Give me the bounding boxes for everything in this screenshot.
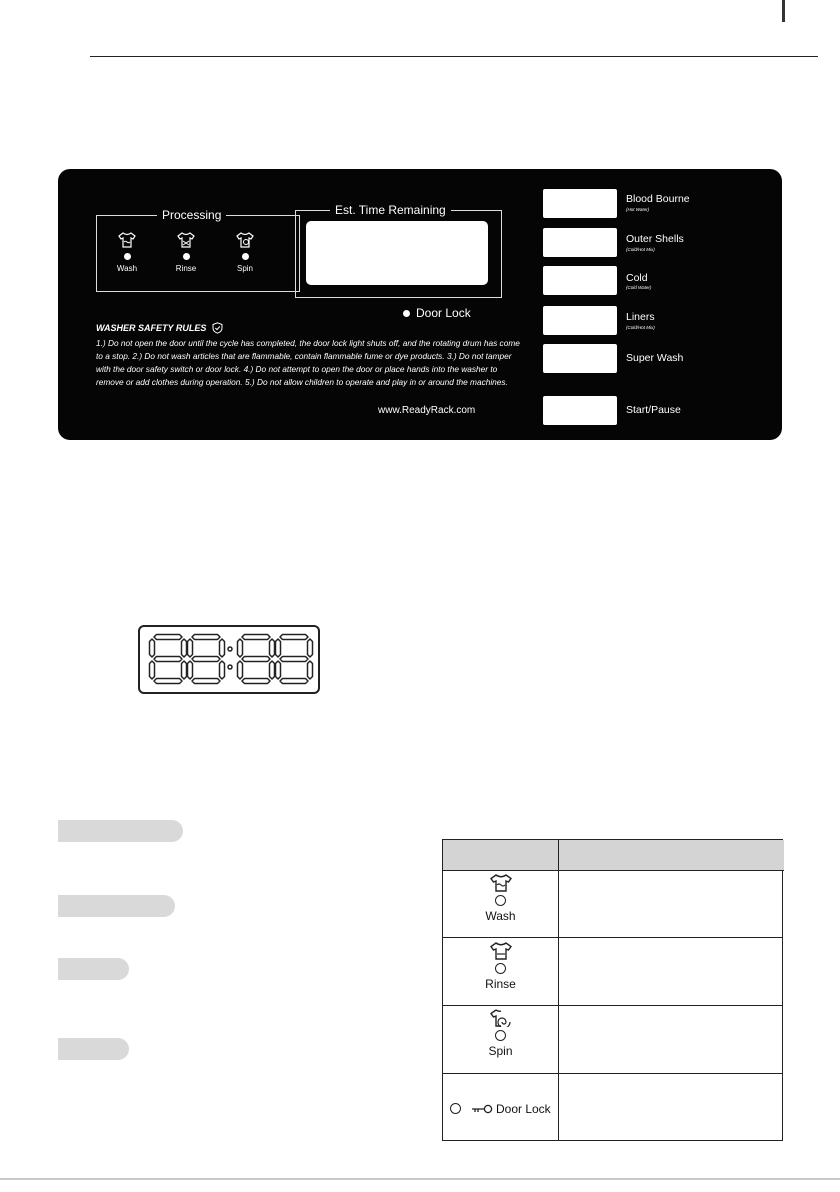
section-heading-bar <box>58 958 129 980</box>
shirt-wash-icon <box>118 232 136 248</box>
safety-rules-title-text: WASHER SAFETY RULES <box>96 323 207 333</box>
table-header-row <box>443 840 784 871</box>
processing-label: Rinse <box>175 264 197 273</box>
table-row-door-lock <box>443 1102 558 1116</box>
header-rule <box>90 56 818 57</box>
display-segment <box>154 679 182 684</box>
time-remaining-screen <box>306 221 488 285</box>
safety-rules-text: 1.) Do not open the door until the cycle has completed, the door lock light shuts off, and the rotating drum has come to a stop. 2.) Do not wash articles that are flammable, contain flammable fume or dye products. 3.) Do not tamper with the door safety switch or door lock. 4.) Do not attempt to open the door or place hands into the washer to remove or add clothes during operation. 5.) Do not allow children to operate and play in or around the machines. <box>96 338 520 387</box>
blood-bourne-label: Blood Bourne <box>626 193 690 205</box>
display-segment <box>220 661 225 679</box>
start-pause-label: Start/Pause <box>626 404 681 416</box>
display-segment <box>192 657 220 662</box>
display-segment <box>276 661 281 679</box>
spin-shirt-icon <box>489 1009 513 1027</box>
table-row-divider <box>443 937 782 938</box>
processing-spin <box>225 232 265 273</box>
display-segment <box>188 639 193 657</box>
display-segment <box>182 661 187 679</box>
wash-shirt-icon <box>489 874 513 892</box>
display-segment <box>192 635 220 640</box>
table-cell-label: Rinse <box>485 977 516 991</box>
shirt-rinse-icon <box>177 232 195 248</box>
display-segment <box>238 639 243 657</box>
table-row-divider <box>443 1005 782 1006</box>
display-segment <box>238 661 243 679</box>
display-segment <box>192 679 220 684</box>
door-lock-label: Door Lock <box>416 306 471 320</box>
display-segment <box>154 657 182 662</box>
display-segment <box>154 635 182 640</box>
shield-check-icon <box>212 322 223 334</box>
table-row-divider <box>443 1073 782 1074</box>
table-row-spin <box>443 1009 558 1058</box>
liners-sub: (Cold/Hot Mix) <box>626 325 655 330</box>
time-remaining-box <box>295 203 502 298</box>
display-segment <box>242 657 270 662</box>
display-colon-dot <box>228 665 232 669</box>
display-segment <box>150 661 155 679</box>
outer-shells-label: Outer Shells <box>626 233 684 245</box>
display-segment <box>276 639 281 657</box>
table-cell-label: Spin <box>488 1044 513 1058</box>
indicator-table <box>442 839 783 1141</box>
processing-wash <box>107 232 147 273</box>
processing-label: Spin <box>236 264 253 273</box>
seven-segment-display <box>138 625 320 694</box>
display-segment <box>188 661 193 679</box>
display-segment <box>270 661 275 679</box>
display-segment <box>280 657 308 662</box>
table-cell-label: Door Lock <box>495 1102 551 1116</box>
display-segment <box>280 635 308 640</box>
processing-title: Processing <box>157 207 226 223</box>
liners-label: Liners <box>626 311 655 323</box>
table-row-rinse <box>443 942 558 991</box>
blood-bourne-button[interactable] <box>543 189 617 218</box>
table-cell-label: Wash <box>485 909 516 923</box>
display-segment <box>150 639 155 657</box>
key-icon <box>471 1104 493 1114</box>
table-column-divider <box>558 840 559 1140</box>
door-lock-ring-icon <box>450 1103 461 1114</box>
footer-rule <box>0 1178 840 1180</box>
blood-bourne-sub: (Hot Water) <box>626 207 650 212</box>
section-heading-bar <box>58 820 183 842</box>
section-heading-bar <box>58 1038 129 1060</box>
section-heading-bar <box>58 895 175 917</box>
super-wash-label: Super Wash <box>626 352 684 364</box>
rinse-indicator-ring <box>495 963 506 974</box>
start-pause-button[interactable] <box>543 396 617 425</box>
cold-sub: (Cold Water) <box>626 285 652 290</box>
display-segment <box>270 639 275 657</box>
spin-indicator-ring <box>495 1030 506 1041</box>
outer-shells-sub: (Cold/Hot Mix) <box>626 247 655 252</box>
display-segment <box>308 639 313 657</box>
display-segment <box>308 661 313 679</box>
super-wash-button[interactable] <box>543 344 617 373</box>
display-colon-dot <box>228 647 232 651</box>
spin-led <box>242 253 249 260</box>
safety-rules-title <box>96 322 223 334</box>
door-lock-led <box>403 310 410 317</box>
processing-rinse <box>166 232 206 273</box>
website-link[interactable]: www.ReadyRack.com <box>378 405 476 416</box>
wash-indicator-ring <box>495 895 506 906</box>
time-remaining-title: Est. Time Remaining <box>330 202 451 218</box>
rinse-shirt-icon <box>489 942 513 960</box>
liners-button[interactable] <box>543 306 617 335</box>
processing-box <box>96 208 300 292</box>
display-segment <box>280 679 308 684</box>
display-segment <box>242 679 270 684</box>
cold-button[interactable] <box>543 266 617 295</box>
display-digits <box>140 627 318 692</box>
control-panel <box>58 169 782 440</box>
table-row-wash <box>443 874 558 923</box>
page-edge-mark <box>782 0 785 22</box>
display-segment <box>242 635 270 640</box>
cold-label: Cold <box>626 272 648 284</box>
rinse-led <box>183 253 190 260</box>
outer-shells-button[interactable] <box>543 228 617 257</box>
processing-label: Wash <box>116 264 138 273</box>
wash-led <box>124 253 131 260</box>
display-segment <box>182 639 187 657</box>
display-segment <box>220 639 225 657</box>
shirt-spin-icon <box>236 232 254 248</box>
